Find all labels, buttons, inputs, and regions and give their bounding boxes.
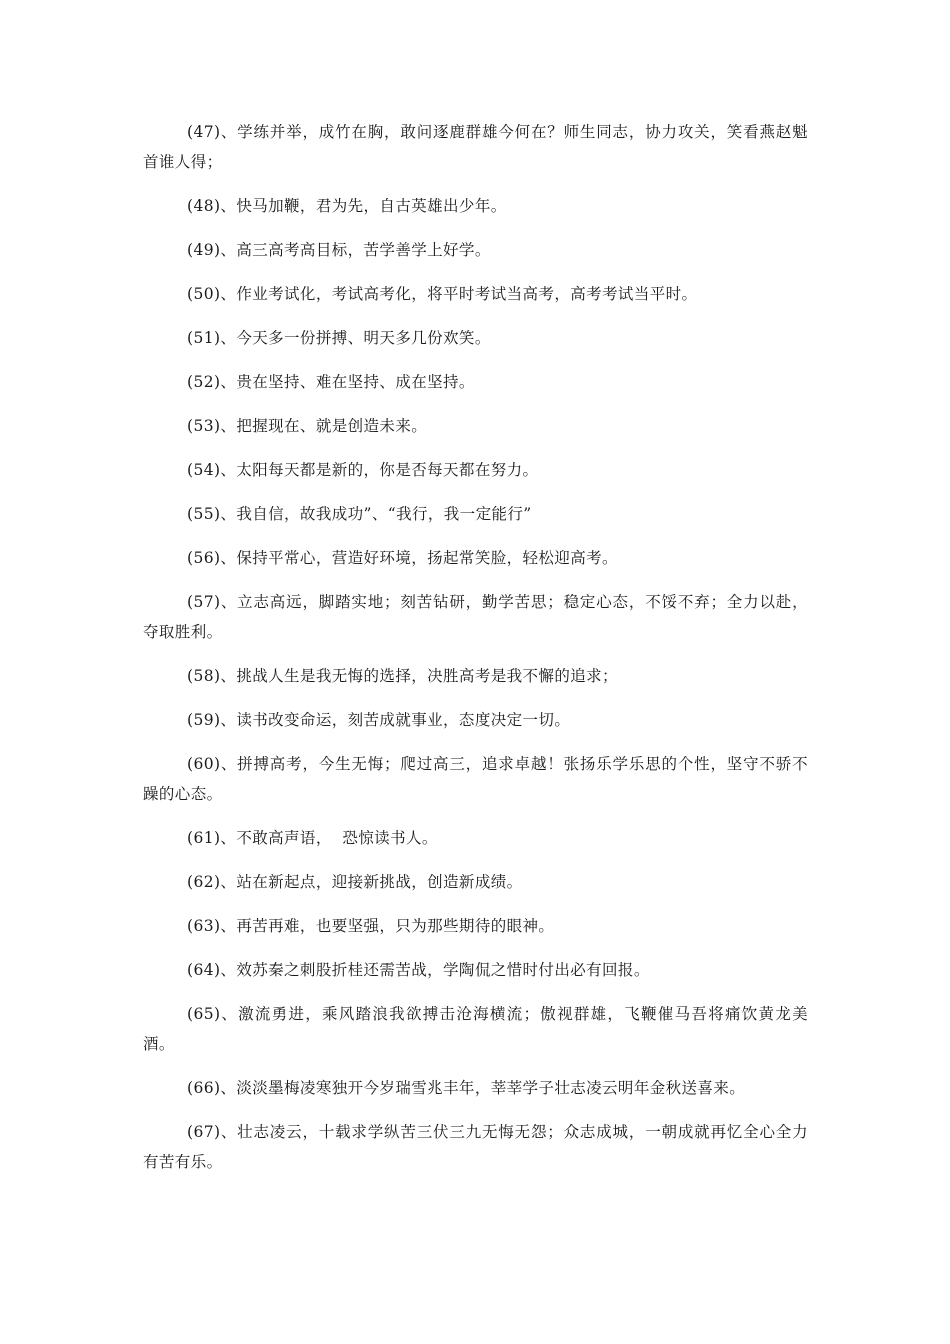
slogan-paragraph: (59)、读书改变命运，刻苦成就事业，态度决定一切。 <box>187 711 571 729</box>
slogan-paragraph: (55)、我自信，故我成功”、“我行，我一定能行” <box>187 505 532 523</box>
slogan-paragraph: (60)、拼搏高考，今生无悔；爬过高三，追求卓越！张扬乐学乐思的个性，坚守不骄不躁的心态。 <box>143 755 808 803</box>
slogan-paragraph: (57)、立志高远，脚踏实地；刻苦钻研，勤学苦思；稳定心态，不馁不弃；全力以赴，夺取胜利。 <box>143 593 808 641</box>
slogan-paragraph: (67)、壮志凌云，十载求学纵苦三伏三九无悔无怨；众志成城，一朝成就再忆全心全力有苦有乐。 <box>143 1123 808 1171</box>
slogan-paragraph: (53)、把握现在、就是创造未来。 <box>187 417 428 435</box>
slogan-paragraph: (54)、太阳每天都是新的，你是否每天都在努力。 <box>187 461 539 479</box>
slogan-paragraph: (56)、保持平常心，营造好环境，扬起常笑脸，轻松迎高考。 <box>187 549 618 567</box>
slogan-paragraph: (64)、效苏秦之刺股折桂还需苦战，学陶侃之惜时付出必有回报。 <box>187 961 650 979</box>
slogan-paragraph: (66)、淡淡墨梅凌寒独开今岁瑞雪兆丰年，莘莘学子壮志凌云明年金秋送喜来。 <box>187 1079 746 1097</box>
slogan-paragraph: (50)、作业考试化，考试高考化，将平时考试当高考，高考考试当平时。 <box>187 285 698 303</box>
slogan-paragraph: (51)、今天多一份拼搏、明天多几份欢笑。 <box>187 329 491 347</box>
slogan-paragraph: (61)、不敢高声语， 恐惊读书人。 <box>187 829 438 847</box>
slogan-paragraph: (48)、快马加鞭，君为先，自古英雄出少年。 <box>187 197 507 215</box>
slogan-paragraph: (47)、学练并举，成竹在胸，敢问逐鹿群雄今何在？师生同志，协力攻关，笑看燕赵魁首谁人得； <box>143 123 808 171</box>
slogan-paragraph: (52)、贵在坚持、难在坚持、成在坚持。 <box>187 373 475 391</box>
slogan-paragraph: (49)、高三高考高目标，苦学善学上好学。 <box>187 241 491 259</box>
slogan-paragraph: (65)、激流勇进，乘风踏浪我欲搏击沧海横流；傲视群雄，飞鞭催马吾将痛饮黄龙美酒。 <box>143 1005 808 1053</box>
slogan-paragraph: (62)、站在新起点，迎接新挑战，创造新成绩。 <box>187 873 523 891</box>
document-body <box>143 117 808 1191</box>
slogan-paragraph: (63)、再苦再难，也要坚强，只为那些期待的眼神。 <box>187 917 555 935</box>
slogan-paragraph: (58)、挑战人生是我无悔的选择，决胜高考是我不懈的追求； <box>187 667 618 685</box>
